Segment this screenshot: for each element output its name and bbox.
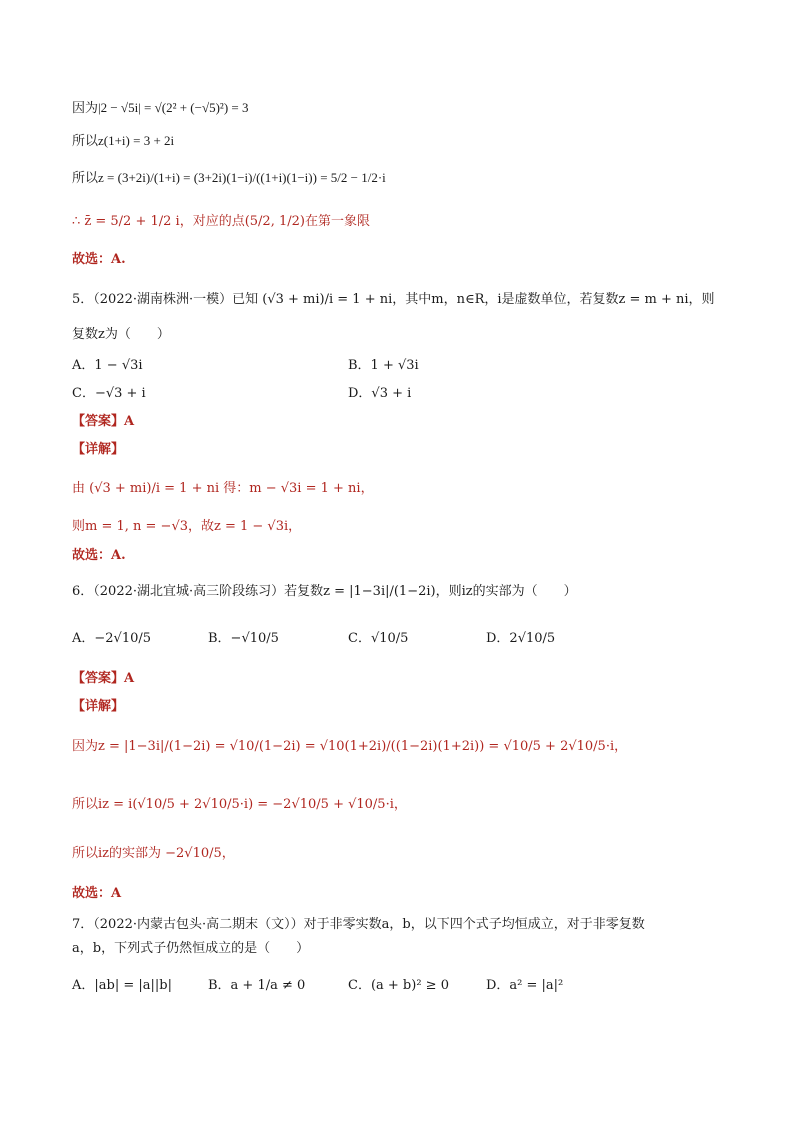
- solution-line-modulus: 因为|2 − √5i| = √(2² + (−√5)²) = 3: [72, 100, 249, 115]
- q6-option-b: B．−√10/5: [208, 631, 279, 646]
- q5-answer: 【答案】A: [72, 414, 135, 429]
- q5-solution-line2: 则m = 1, n = −√3，故z = 1 − √3i，: [72, 519, 302, 534]
- q7-stem-line2: a，b，下列式子仍然恒成立的是（ ）: [72, 941, 310, 956]
- solution-line-conjugate: ∴ z̄ = 5/2 + 1/2 i，对应的点(5/2, 1/2)在第一象限: [72, 214, 370, 229]
- q7-stem-line1: 7．（2022·内蒙古包头·高二期末（文））对于非零实数a，b，以下四个式子均恒成立，对于非零复数: [72, 917, 645, 932]
- q6-solution-line3: 所以iz的实部为 −2√10/5，: [72, 846, 235, 861]
- q5-option-b: B．1 + √3i: [348, 358, 419, 373]
- q5-stem-line1: 5．（2022·湖南株洲·一模）已知 (√3 + mi)/i = 1 + ni，其中m，n∈R，i是虚数单位，若复数z = m + ni，则: [72, 292, 715, 307]
- q5-option-c: C．−√3 + i: [72, 386, 146, 401]
- q6-option-c: C．√10/5: [348, 631, 409, 646]
- q6-solution-line1: 因为z = |1−3i|/(1−2i) = √10/(1−2i) = √10(1+2i)/((1−2i)(1+2i)) = √10/5 + 2√10/5·i，: [72, 739, 628, 754]
- solution-choice-q4: 故选：A.: [72, 252, 126, 267]
- solution-line-product: 所以z(1+i) = 3 + 2i: [72, 133, 175, 148]
- q7-option-b: B．a + 1/a ≠ 0: [208, 978, 306, 993]
- q5-option-a: A．1 − √3i: [72, 358, 143, 373]
- q6-option-d: D．2√10/5: [486, 631, 556, 646]
- q5-solution-choice: 故选：A.: [72, 548, 126, 563]
- solution-line-z-prefix: 所以: [72, 170, 99, 185]
- q6-answer: 【答案】A: [72, 671, 135, 686]
- q6-stem: 6．（2022·湖北宜城·高三阶段练习）若复数z = |1−3i|/(1−2i)，则iz的实部为（ ）: [72, 584, 577, 599]
- q6-option-a: A．−2√10/5: [72, 631, 152, 646]
- q5-solution-line1: 由 (√3 + mi)/i = 1 + ni 得：m − √3i = 1 + ni，: [72, 481, 374, 496]
- q5-option-d: D．√3 + i: [348, 386, 412, 401]
- q6-detail-heading: 【详解】: [72, 699, 125, 714]
- solution-line-z-expr: z = (3+2i)/(1+i) = (3+2i)(1−i)/((1+i)(1−i)) = 5/2 − 1/2·i: [98, 170, 386, 185]
- q7-option-d: D．a² = |a|²: [486, 978, 564, 993]
- q5-detail-heading: 【详解】: [72, 442, 125, 457]
- q7-option-a: A．|ab| = |a||b|: [72, 978, 172, 993]
- q7-option-c: C．(a + b)² ≥ 0: [348, 978, 449, 993]
- q5-stem-line2: 复数z为（ ）: [72, 327, 170, 342]
- solution-line-z: [72, 170, 722, 186]
- q6-solution-choice: 故选：A: [72, 886, 122, 901]
- q6-solution-line2: 所以iz = i(√10/5 + 2√10/5·i) = −2√10/5 + √10/5·i，: [72, 797, 407, 812]
